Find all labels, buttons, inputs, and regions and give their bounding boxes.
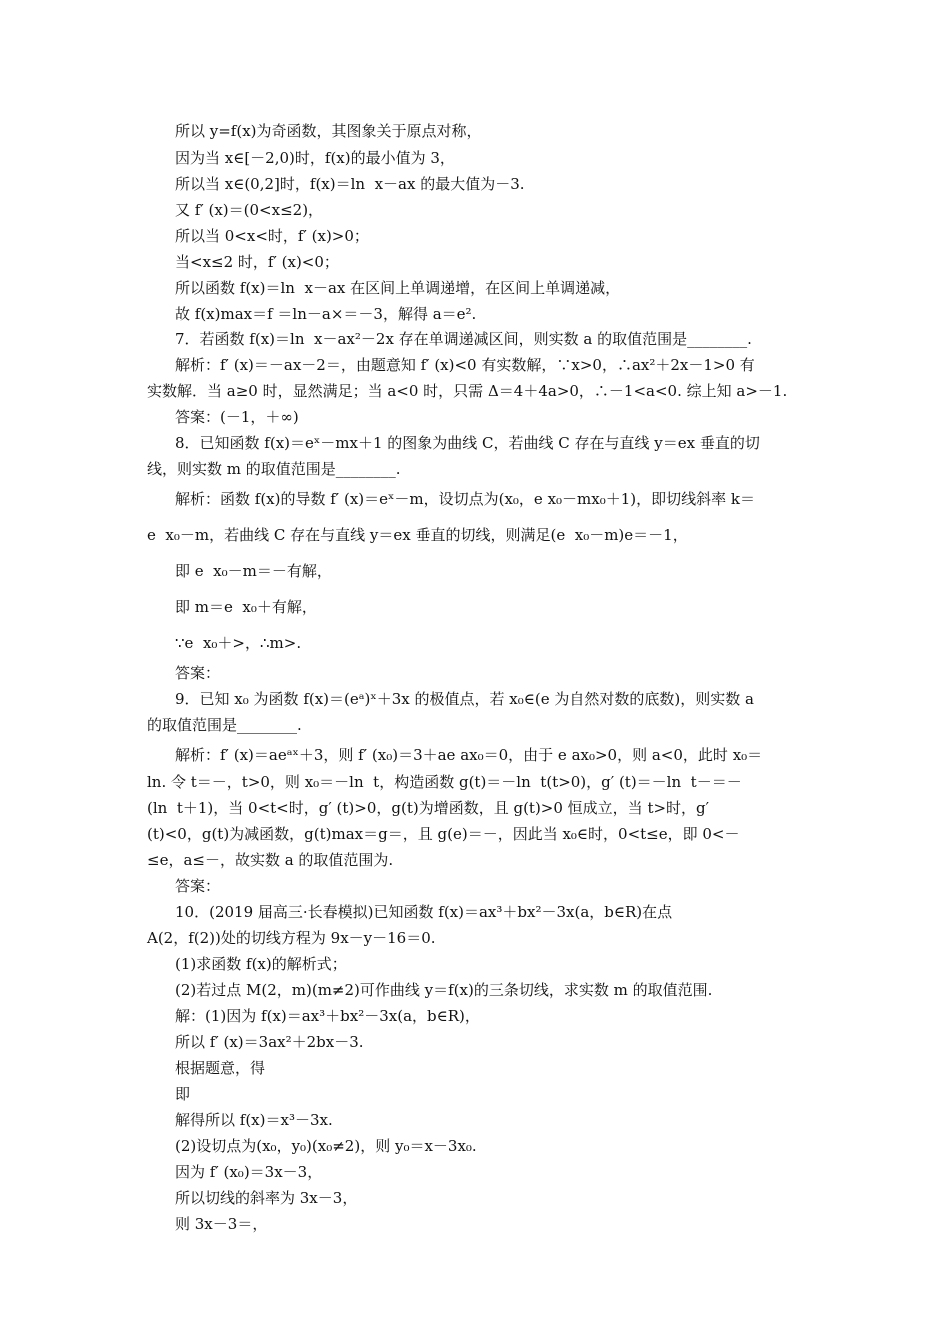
text-line: 解析：函数 f(x)的导数 f′ (x)＝eˣ－m，设切点为(x₀，e x₀－mx₀＋1)，即切线斜率 k＝ bbox=[175, 490, 755, 508]
text-line: 解析：f′ (x)＝aeᵃˣ＋3，则 f′ (x₀)＝3＋ae ax₀＝0，由于 e ax₀>0，则 a<0，此时 x₀＝ bbox=[175, 746, 763, 764]
text-line: e x₀－m，若曲线 C 存在与直线 y＝ex 垂直的切线，则满足(e x₀－m)e＝－1， bbox=[147, 526, 688, 544]
text-line: 解得所以 f(x)＝x³－3x. bbox=[175, 1111, 333, 1129]
text-line: 解析：f′ (x)＝－ax－2＝，由题意知 f′ (x)<0 有实数解，∵x>0，∴ax²＋2x－1>0 有 bbox=[175, 356, 755, 374]
text-line: 故 f(x)max＝f ＝ln－a×＝－3，解得 a＝e². bbox=[175, 305, 477, 323]
answer-line: 答案：(－1，＋∞) bbox=[175, 408, 299, 426]
text-line: 解：(1)因为 f(x)＝ax³＋bx²－3x(a，b∈R)， bbox=[175, 1007, 480, 1025]
text-line: 所以当 0<x<时，f′ (x)>0； bbox=[175, 227, 369, 245]
text-line: 则 3x－3＝， bbox=[175, 1215, 268, 1233]
text-line: ≤e，a≤－，故实数 a 的取值范围为. bbox=[147, 851, 394, 869]
text-line: 的取值范围是________. bbox=[147, 716, 302, 734]
text-line: A(2，f(2))处的切线方程为 9x－y－16＝0. bbox=[147, 929, 436, 947]
text-line: 因为当 x∈[－2,0)时，f(x)的最小值为 3， bbox=[175, 149, 455, 167]
text-line: (1)求函数 f(x)的解析式； bbox=[175, 955, 347, 973]
text-line: 即 e x₀－m＝－有解， bbox=[175, 562, 332, 580]
text-line: 所以函数 f(x)＝ln x－ax 在区间上单调递增，在区间上单调递减， bbox=[175, 279, 621, 297]
problem-9-statement: 9．已知 x₀ 为函数 f(x)＝(eᵃ)ˣ＋3x 的极值点，若 x₀∈(e 为自然对数的底数)，则实数 a bbox=[175, 690, 754, 708]
answer-line: 答案： bbox=[175, 664, 221, 682]
text-line: 线，则实数 m 的取值范围是________. bbox=[147, 460, 401, 478]
text-line: 即 bbox=[175, 1085, 191, 1103]
text-line: 实数解．当 a≥0 时，显然满足；当 a<0 时，只需 Δ＝4＋4a>0，∴－1<a<0. 综上知 a>－1. bbox=[147, 382, 788, 400]
text-line: 又 f′ (x)＝(0<x≤2)， bbox=[175, 201, 324, 219]
text-line: 所以当 x∈(0,2]时，f(x)＝ln x－ax 的最大值为－3. bbox=[175, 175, 525, 193]
text-line: ln. 令 t＝－，t>0，则 x₀＝－ln t，构造函数 g(t)＝－ln t(t>0)，g′ (t)＝－ln t－＝－ bbox=[147, 773, 742, 791]
text-line: (ln t＋1)，当 0<t<时，g′ (t)>0，g(t)为增函数，且 g(t)>0 恒成立，当 t>时，g′ bbox=[147, 799, 710, 817]
text-line: (2)若过点 M(2，m)(m≠2)可作曲线 y＝f(x)的三条切线，求实数 m 的取值范围. bbox=[175, 981, 713, 999]
answer-line: 答案： bbox=[175, 877, 221, 895]
text-line: 当<x≤2 时，f′ (x)<0； bbox=[175, 253, 339, 271]
problem-10-statement: 10．(2019 届高三·长春模拟)已知函数 f(x)＝ax³＋bx²－3x(a，b∈R)在点 bbox=[175, 903, 673, 921]
text-line: (2)设切点为(x₀，y₀)(x₀≠2)，则 y₀＝x－3x₀. bbox=[175, 1137, 477, 1155]
problem-7-statement: 7．若函数 f(x)＝ln x－ax²－2x 存在单调递减区间，则实数 a 的取值范围是________. bbox=[175, 330, 752, 348]
text-line: 根据题意，得 bbox=[175, 1059, 266, 1077]
text-line: 因为 f′ (x₀)＝3x－3， bbox=[175, 1163, 323, 1181]
text-line: 所以 y=f(x)为奇函数，其图象关于原点对称， bbox=[175, 122, 482, 140]
text-line: ∵e x₀＋>，∴m>. bbox=[175, 634, 302, 652]
problem-8-statement: 8．已知函数 f(x)＝eˣ－mx＋1 的图象为曲线 C，若曲线 C 存在与直线 y＝ex 垂直的切 bbox=[175, 434, 760, 452]
text-line: 所以切线的斜率为 3x－3， bbox=[175, 1189, 358, 1207]
text-line: 即 m＝e x₀＋有解， bbox=[175, 598, 317, 616]
text-line: 所以 f′ (x)＝3ax²＋2bx－3. bbox=[175, 1033, 364, 1051]
text-line: (t)<0，g(t)为减函数，g(t)max＝g＝，且 g(e)＝－，因此当 x₀∈时，0<t≤e，即 0<－ bbox=[147, 825, 740, 843]
